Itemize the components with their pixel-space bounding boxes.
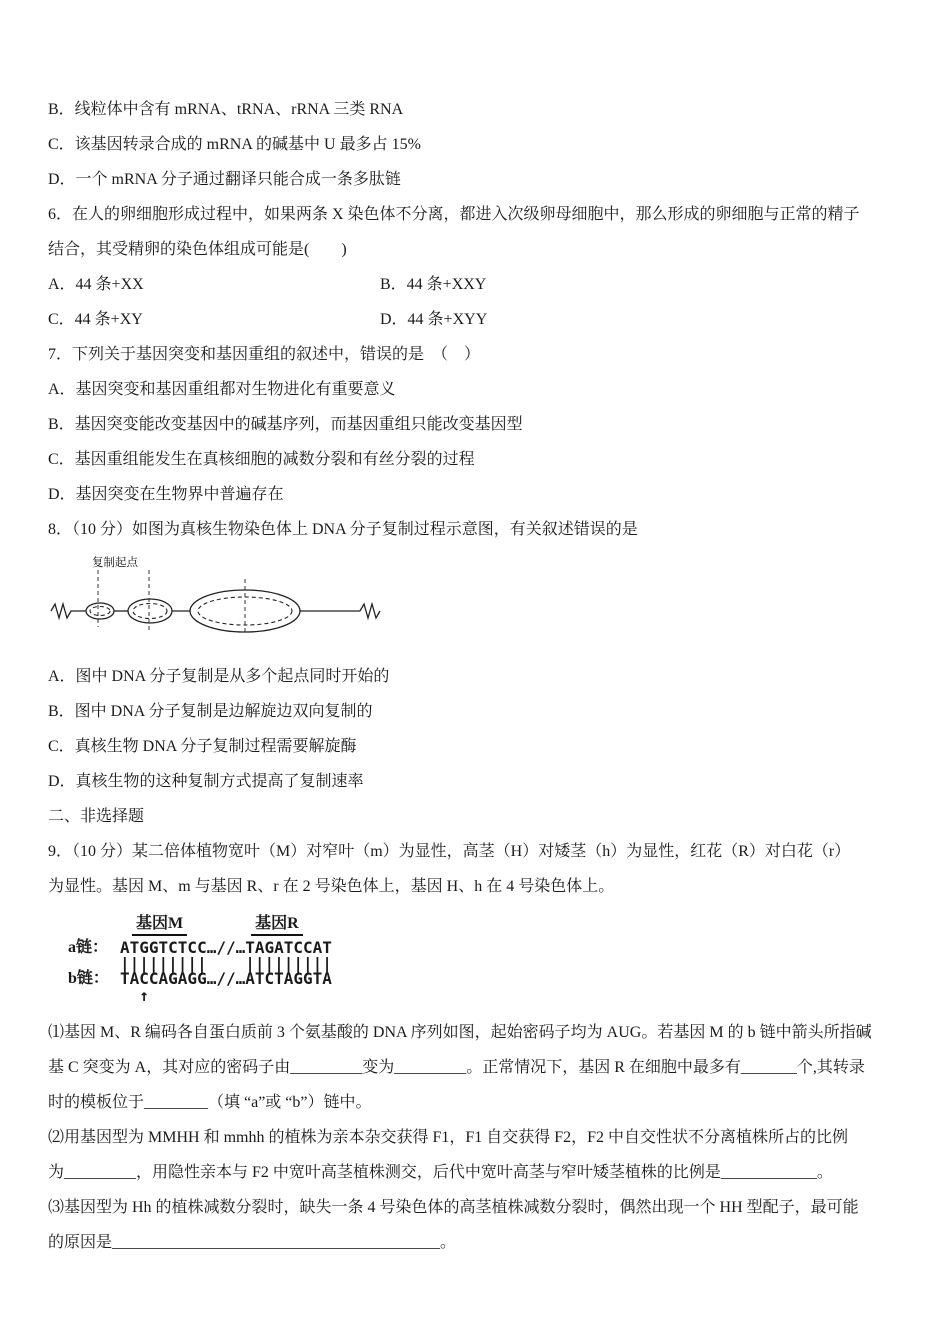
q8-option-d: D．真核生物的这种复制方式提高了复制速率 xyxy=(48,773,364,790)
new-strand-2 xyxy=(133,604,167,619)
gene-r-label: 基因R xyxy=(251,914,303,936)
q7-stem: 7．下列关于基因突变和基因重组的叙述中，错误的是 （ ） xyxy=(48,346,481,363)
q9-part1-line2: 基 C 突变为 A，其对应的密码子由_________变为_________。正常情况下，基因 R 在细胞中最多有_______个,其转录 xyxy=(48,1059,865,1076)
strand-a-label: a链： xyxy=(68,939,109,956)
q6-option-d: D．44 条+XYY xyxy=(380,311,488,328)
strand-b-sequence: TACCAGAGG…//…ATCTAGGTA xyxy=(120,969,332,988)
gene-sequence-diagram xyxy=(68,914,914,1003)
q8-option-c: C．真核生物 DNA 分子复制过程需要解旋酶 xyxy=(48,738,357,755)
dna-coil-right xyxy=(360,604,380,618)
q9-stem-line1: 9．（10 分）某二倍体植物宽叶（M）对窄叶（m）为显性，高茎（H）对矮茎（h）为显性，红花（R）对白花（r） xyxy=(48,843,851,860)
replication-origin-label: 复制起点 xyxy=(92,557,138,569)
q6-option-b: B．44 条+XXY xyxy=(380,276,487,293)
strand-b-label: b链： xyxy=(68,970,109,987)
q6-option-a: A．44 条+XX xyxy=(48,276,144,293)
mutation-arrow-row xyxy=(68,988,914,1003)
q9-part1-line1: ⑴基因 M、R 编码各自蛋白质前 3 个氨基酸的 DNA 序列如图，起始密码子均为 AUG。若基因 M 的 b 链中箭头所指碱 xyxy=(48,1024,872,1041)
section-heading: 二、非选择题 xyxy=(48,808,145,825)
dna-coil-left xyxy=(51,604,86,618)
gene-diagram-header xyxy=(68,914,914,936)
q8-option-a: A．图中 DNA 分子复制是从多个起点同时开始的 xyxy=(48,668,390,685)
q5-option-d: D．一个 mRNA 分子通过翻译只能合成一条多肽链 xyxy=(48,171,401,188)
strand-b-row xyxy=(68,970,914,988)
q9-part2-line1: ⑵用基因型为 MMHH 和 mmhh 的植株为亲本杂交获得 F1，F1 自交获得 F2，F2 中自交性状不分离植株所占的比例 xyxy=(48,1129,849,1146)
mutation-arrow-icon: ↑ xyxy=(120,986,149,1005)
q8-stem: 8．（10 分）如图为真核生物染色体上 DNA 分子复制过程示意图，有关叙述错误的是 xyxy=(48,521,638,538)
q9-part3-line1: ⑶基因型为 Hh 的植株减数分裂时，缺失一条 4 号染色体的高茎植株减数分裂时，偶然出现一个 HH 型配子，最可能 xyxy=(48,1199,859,1216)
q6-stem-line2: 结合，其受精卵的染色体组成可能是( ) xyxy=(48,241,347,258)
q8-option-b: B．图中 DNA 分子复制是边解旋边双向复制的 xyxy=(48,703,373,720)
dna-replication-diagram xyxy=(48,551,914,657)
q6-options-row2 xyxy=(48,302,914,337)
strand-a-sequence: ATGGTCTCC…//…TAGATCCAT xyxy=(120,938,332,957)
base-pairing-bars: ||||||||| ||||||||| xyxy=(120,954,332,973)
q9-stem-line2: 为显性。基因 M、m 与基因 R、r 在 2 号染色体上，基因 H、h 在 4 号染色体上。 xyxy=(48,878,615,895)
q6-options-row1 xyxy=(48,267,914,302)
q6-option-c: C．44 条+XY xyxy=(48,311,143,328)
gene-m-label: 基因M xyxy=(132,914,187,936)
q9-part3-line2: 的原因是_________________________________________。 xyxy=(48,1234,457,1251)
q6-stem-line1: 6．在人的卵细胞形成过程中，如果两条 X 染色体不分离，都进入次级卵母细胞中，那么形成的卵细胞与正常的精子 xyxy=(48,206,860,223)
q5-option-c: C．该基因转录合成的 mRNA 的碱基中 U 最多占 15% xyxy=(48,136,421,153)
q9-part2-line2: 为_________，用隐性亲本与 F2 中宽叶高茎植株测交，后代中宽叶高茎与窄叶矮茎植株的比例是____________。 xyxy=(48,1164,833,1181)
q7-option-a: A．基因突变和基因重组都对生物进化有重要意义 xyxy=(48,381,396,398)
q9-part1-line3: 时的模板位于________（填 “a”或 “b”）链中。 xyxy=(48,1094,372,1111)
q7-option-c: C．基因重组能发生在真核细胞的减数分裂和有丝分裂的过程 xyxy=(48,451,475,468)
q7-option-b: B．基因突变能改变基因中的碱基序列，而基因重组只能改变基因型 xyxy=(48,416,523,433)
q5-option-b: B．线粒体中含有 mRNA、tRNA、rRNA 三类 RNA xyxy=(48,101,404,118)
new-strand-1 xyxy=(90,607,110,616)
replication-bubble-2 xyxy=(128,599,172,623)
q7-option-d: D．基因突变在生物界中普遍存在 xyxy=(48,486,284,503)
